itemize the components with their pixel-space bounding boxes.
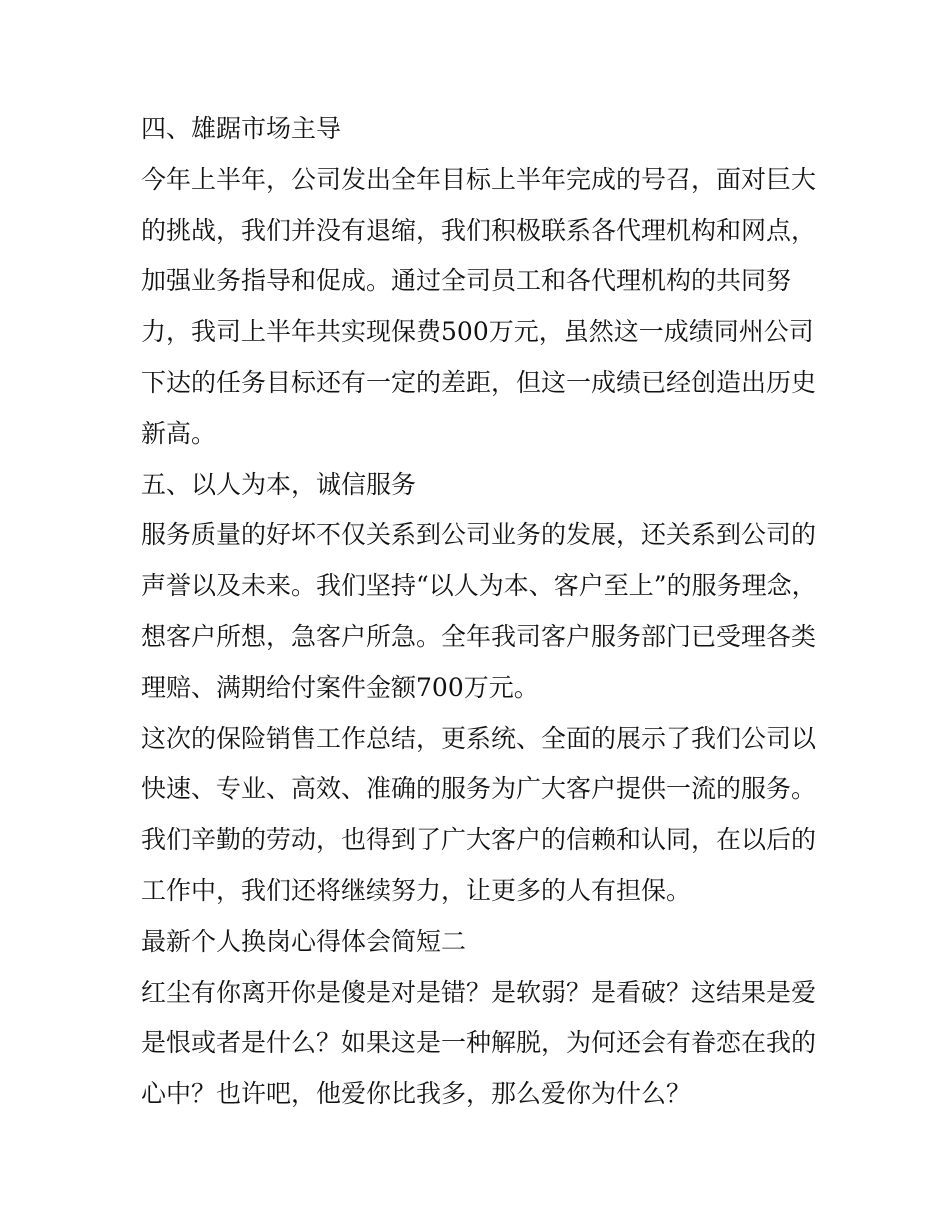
paragraph-line: 心中？也许吧，他爱你比我多，那么爱你为什么？ <box>141 1079 692 1109</box>
heading-section-five: 五、以人为本，诚信服务 <box>141 469 417 499</box>
document-body <box>141 104 817 1120</box>
paragraph-line: 这次的保险销售工作总结，更系统、全面的展示了我们公司以 <box>141 723 817 753</box>
paragraph-line: 想客户所想，急客户所急。全年我司客户服务部门已受理各类 <box>141 621 817 651</box>
paragraph-line: 工作中，我们还将继续努力，让更多的人有担保。 <box>141 875 692 905</box>
paragraph-line: 新高。 <box>141 418 217 448</box>
paragraph-line: 理赔、满期给付案件金额700万元。 <box>141 672 539 702</box>
paragraph-line: 红尘有你离开你是傻是对是错？是软弱？是看破？这结果是爱 <box>141 977 817 1007</box>
paragraph-line: 力，我司上半年共实现保费500万元，虽然这一成绩同州公司 <box>141 317 814 347</box>
paragraph-line: 是恨或者是什么？如果这是一种解脱，为何还会有眷恋在我的 <box>141 1028 817 1058</box>
paragraph-line: 快速、专业、高效、准确的服务为广大客户提供一流的服务。 <box>141 774 817 804</box>
heading-article-two: 最新个人换岗心得体会简短二 <box>141 926 467 956</box>
paragraph-line: 下达的任务目标还有一定的差距，但这一成绩已经创造出历史 <box>141 367 817 397</box>
heading-section-four: 四、雄踞市场主导 <box>141 114 342 143</box>
paragraph-line: 我们辛勤的劳动，也得到了广大客户的信赖和认同，在以后的 <box>141 825 817 855</box>
paragraph-line: 加强业务指导和促成。通过全司员工和各代理机构的共同努 <box>141 266 792 296</box>
paragraph-line: 今年上半年，公司发出全年目标上半年完成的号召，面对巨大 <box>141 164 817 194</box>
paragraph-line: 的挑战，我们并没有退缩，我们积极联系各代理机构和网点， <box>141 215 817 245</box>
paragraph-line: 声誉以及未来。我们坚持“以人为本、客户至上”的服务理念， <box>141 571 817 601</box>
paragraph-line: 服务质量的好坏不仅关系到公司业务的发展，还关系到公司的 <box>141 520 817 550</box>
